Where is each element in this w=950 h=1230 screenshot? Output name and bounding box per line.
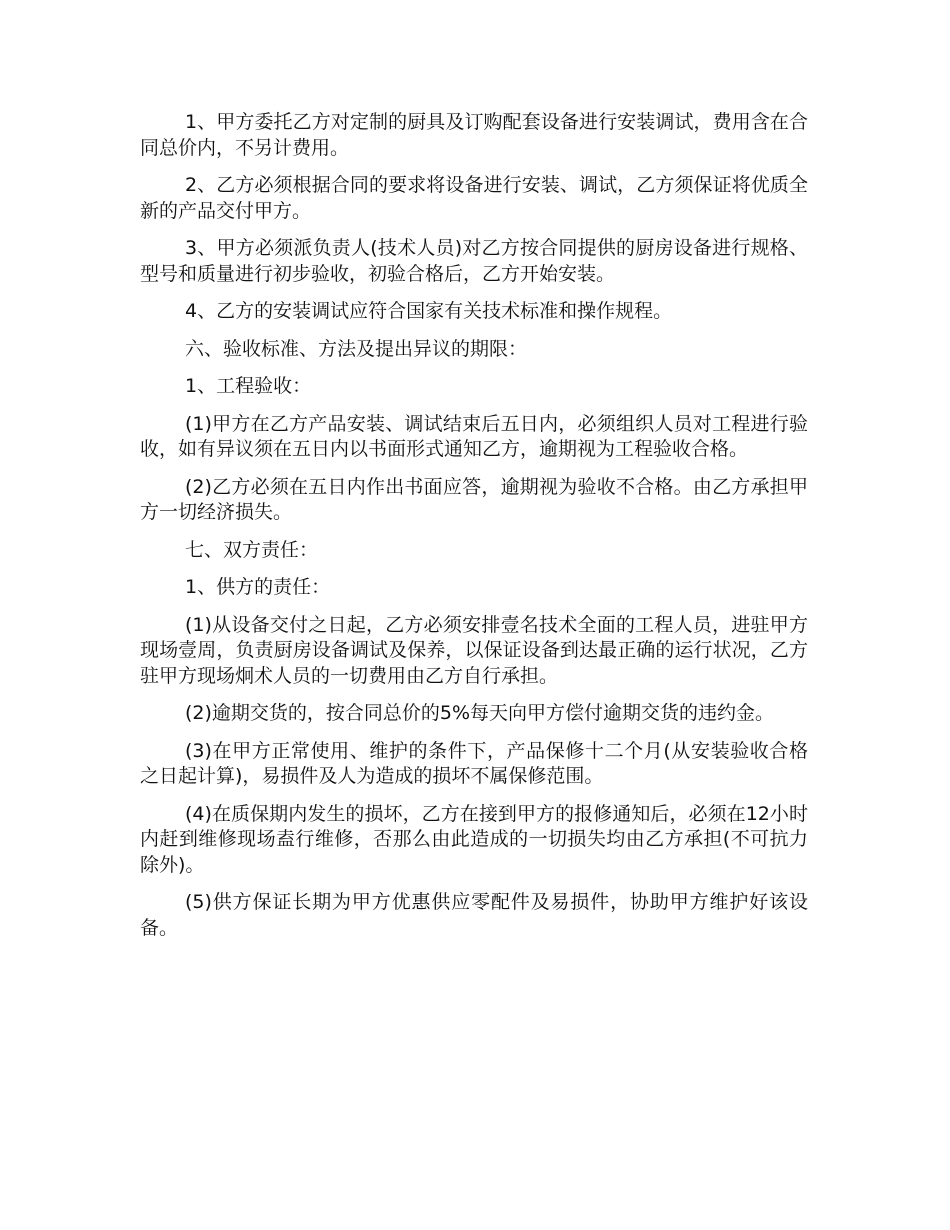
section-heading-acceptance: 六、验收标准、方法及提出异议的期限： bbox=[185, 337, 528, 360]
section-heading-responsibilities: 七、双方责任： bbox=[185, 538, 319, 561]
paragraph-acceptance-1: (1)甲方在乙方产品安装、调试结束后五日内，必须组织人员对工程进行验收，如有异议须在五日内以书面形式通知乙方，逾期视为工程验收合格。 bbox=[140, 412, 808, 460]
paragraph-install-requirements: 2、乙方必须根据合同的要求将设备进行安装、调试，乙方须保证将优质全新的产品交付甲方。 bbox=[140, 174, 808, 222]
paragraph-install-commission: 1、甲方委托乙方对定制的厨具及订购配套设备进行安装调试，费用含在合同总价内，不另计费用。 bbox=[140, 111, 808, 159]
document-body bbox=[140, 110, 808, 953]
paragraph-responsibility-3: (3)在甲方正常使用、维护的条件下，产品保修十二个月(从安装验收合格之日起计算)，易损件及人为造成的损坏不属保修范围。 bbox=[140, 739, 808, 787]
paragraph-responsibility-5: (5)供方保证长期为甲方优惠供应零配件及易损件，协助甲方维护好该设备。 bbox=[140, 891, 808, 939]
paragraph-responsibility-4: (4)在质保期内发生的损坏，乙方在接到甲方的报修通知后，必须在12小时内赶到维修现场盍行维修，否那么由此造成的一切损失均由乙方承担(不可抗力除外)。 bbox=[140, 802, 808, 876]
paragraph-initial-inspection: 3、甲方必须派负责人(技术人员)对乙方按合同提供的厨房设备进行规格、型号和质量进行初步验收，初验合格后，乙方开始安装。 bbox=[140, 237, 808, 285]
paragraph-technical-standards: 4、乙方的安装调试应符合国家有关技术标准和操作规程。 bbox=[185, 300, 673, 322]
subheading-project-acceptance: 1、工程验收： bbox=[185, 375, 312, 397]
paragraph-acceptance-2: (2)乙方必须在五日内作出书面应答，逾期视为验收不合格。由乙方承担甲方一切经济损失。 bbox=[140, 475, 808, 523]
paragraph-responsibility-1: (1)从设备交付之日起，乙方必须安排壹名技术全面的工程人员，进驻甲方现场壹周，负责厨房设备调试及保养，以保证设备到达最正确的运行状况，乙方驻甲方现场炯术人员的一切费用由乙方自行承担。 bbox=[140, 613, 808, 687]
paragraph-responsibility-2: (2)逾期交货的，按合同总价的5%每天向甲方偿付逾期交货的违约金。 bbox=[185, 702, 775, 724]
subheading-supplier-responsibilities: 1、供方的责任： bbox=[185, 576, 331, 598]
